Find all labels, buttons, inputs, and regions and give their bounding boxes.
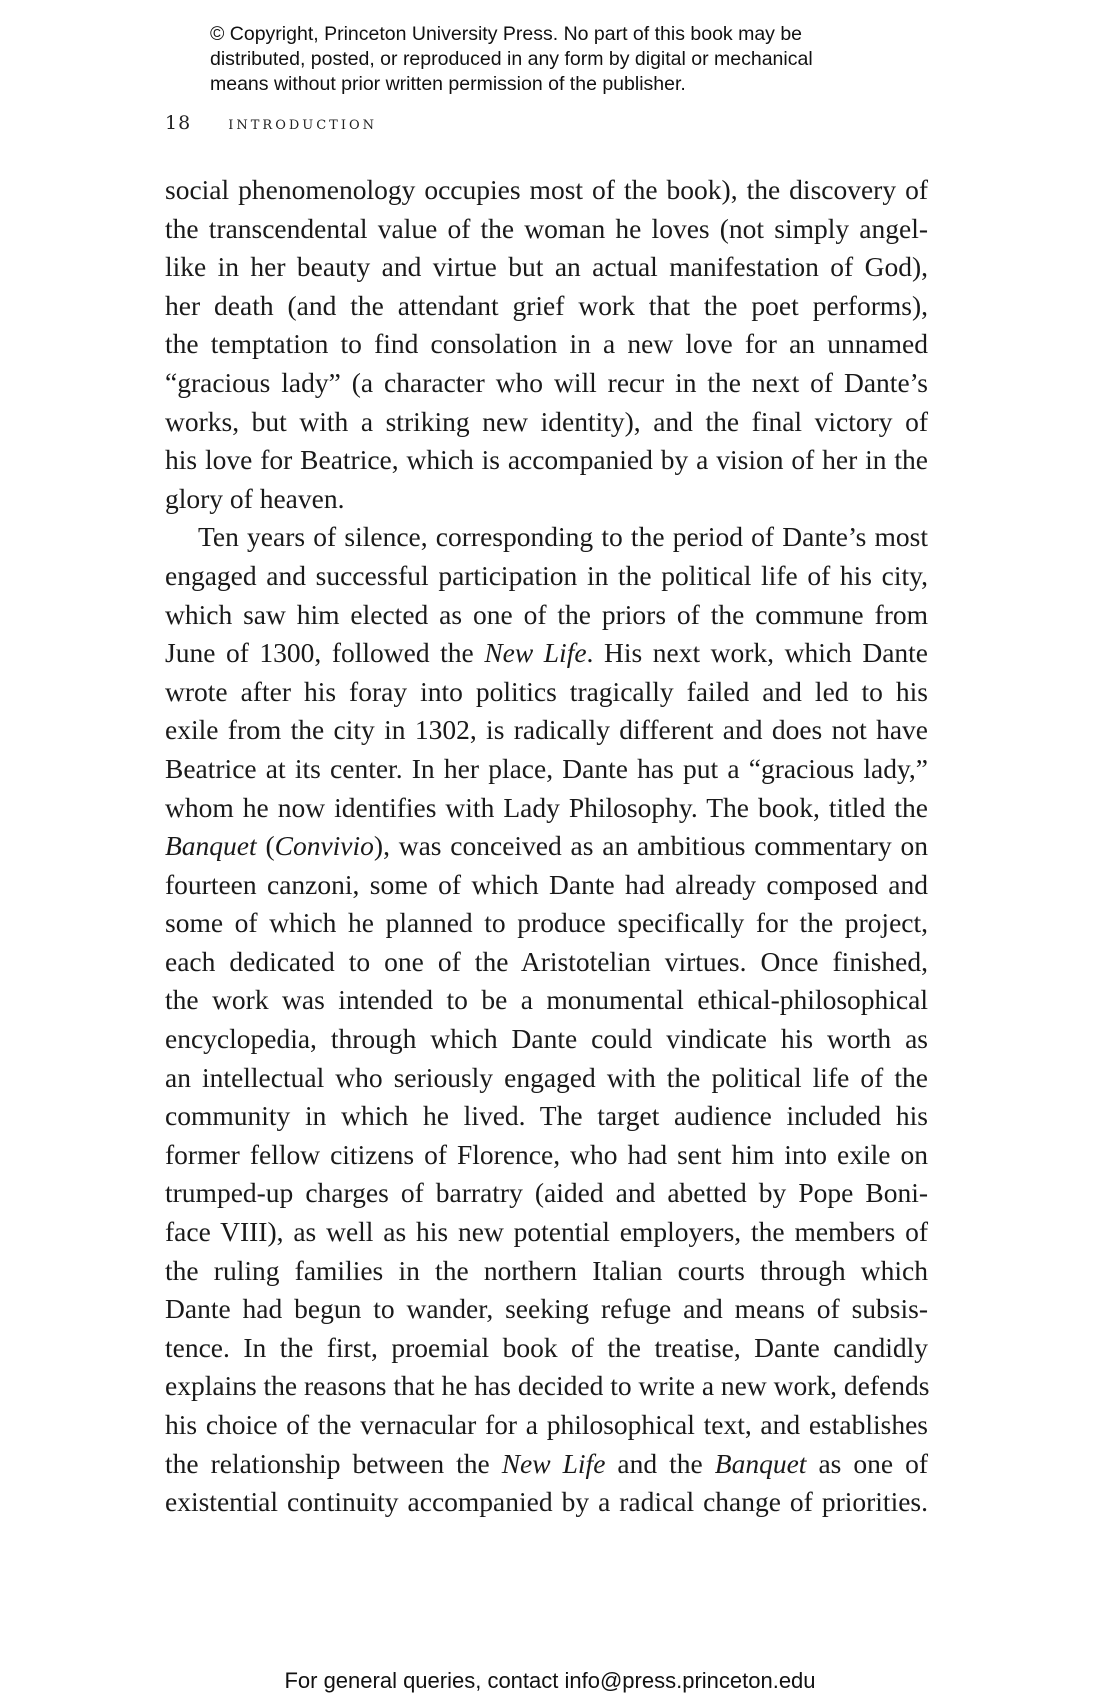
text-run: . His next work, which Dante xyxy=(586,637,928,669)
text-line: existential continuity accompanied by a radical change of priorities. xyxy=(165,1486,928,1518)
text-line: fourteen canzoni, some of which Dante had already composed and xyxy=(165,868,928,900)
text-line: “gracious lady” (a character who will recur in the next of Dante’s xyxy=(165,366,928,398)
text-line: the transcendental value of the woman he loves (not simply angel- xyxy=(165,212,928,244)
copyright-line: means without prior written permission of the publisher. xyxy=(210,73,686,95)
text-line xyxy=(165,827,928,866)
book-title-new-life: New Life xyxy=(501,1447,606,1479)
running-head xyxy=(165,112,377,134)
text-line: tence. In the first, proemial book of the treatise, Dante candidly xyxy=(165,1331,928,1363)
text-run: the relationship between the xyxy=(165,1447,502,1479)
text-line: each dedicated to one of the Aristotelian virtues. Once finished, xyxy=(165,945,928,977)
text-line: Ten years of silence, corresponding to the period of Dante’s most xyxy=(198,521,928,553)
text-line: social phenomenology occupies most of the book), the discovery of xyxy=(165,174,928,205)
text-run: June of 1300, followed the xyxy=(165,637,485,669)
text-line: the work was intended to be a monumental ethical-philosophical xyxy=(165,984,928,1016)
text-line: trumped-up charges of barratry (aided and abetted by Pope Boni- xyxy=(165,1177,928,1209)
text-line: face VIII), as well as his new potential employers, the members of xyxy=(165,1216,928,1248)
text-line: engaged and successful participation in the political life of his city, xyxy=(165,559,928,591)
text-line: wrote after his foray into politics tragically failed and led to his xyxy=(165,675,928,707)
body-text xyxy=(165,171,928,1522)
text-line: encyclopedia, through which Dante could vindicate his worth as xyxy=(165,1023,928,1055)
book-title-convivio: Convivio xyxy=(274,830,374,862)
text-run: ( xyxy=(256,830,275,862)
text-line: former fellow citizens of Florence, who had sent him into exile on xyxy=(165,1138,928,1170)
text-line: his love for Beatrice, which is accompanied by a vision of her in the xyxy=(165,444,928,476)
text-run: and the xyxy=(605,1447,715,1479)
text-line: explains the reasons that he has decided to write a new work, defends xyxy=(165,1370,930,1402)
text-line: the temptation to find consolation in a new love for an unnamed xyxy=(165,328,928,360)
copyright-line: distributed, posted, or reproduced in any form by digital or mechanical xyxy=(210,48,813,70)
footer-contact: For general queries, contact info@press.princeton.edu xyxy=(284,1668,816,1693)
text-line: which saw him elected as one of the priors of the commune from xyxy=(165,598,928,630)
text-line: works, but with a striking new identity), and the final victory of xyxy=(165,405,928,437)
text-line: an intellectual who seriously engaged with the political life of the xyxy=(165,1061,928,1093)
copyright-line: © Copyright, Princeton University Press. No part of this book may be xyxy=(210,23,803,45)
copyright-notice xyxy=(210,22,1010,97)
text-line: her death (and the attendant grief work that the poet performs), xyxy=(165,289,928,321)
book-title-banquet: Banquet xyxy=(714,1447,807,1479)
text-run: as one of xyxy=(806,1447,928,1479)
text-line: like in her beauty and virtue but an actual manifestation of God), xyxy=(165,251,928,283)
text-line: Dante had begun to wander, seeking refuge and means of subsis- xyxy=(165,1293,928,1325)
book-title-new-life: New Life xyxy=(484,637,587,669)
text-run: ), was conceived as an ambitious commentary on xyxy=(373,830,928,862)
text-line: community in which he lived. The target audience included his xyxy=(165,1100,928,1132)
text-line xyxy=(165,634,928,673)
book-title-banquet: Banquet xyxy=(165,830,257,862)
text-line: whom he now identifies with Lady Philosophy. The book, titled the xyxy=(165,791,928,823)
text-line: some of which he planned to produce specifically for the project, xyxy=(165,907,928,939)
text-line: glory of heaven. xyxy=(165,482,345,514)
text-line: Beatrice at its center. In her place, Dante has put a “gracious lady,” xyxy=(165,752,928,784)
text-line: exile from the city in 1302, is radically different and does not have xyxy=(165,714,928,746)
text-line: the ruling families in the northern Italian courts through which xyxy=(165,1254,928,1286)
page-number: 18 xyxy=(165,112,192,134)
text-line xyxy=(165,1445,928,1484)
text-line: his choice of the vernacular for a philosophical text, and establishes xyxy=(165,1409,928,1440)
chapter-title: introduction xyxy=(228,112,378,134)
